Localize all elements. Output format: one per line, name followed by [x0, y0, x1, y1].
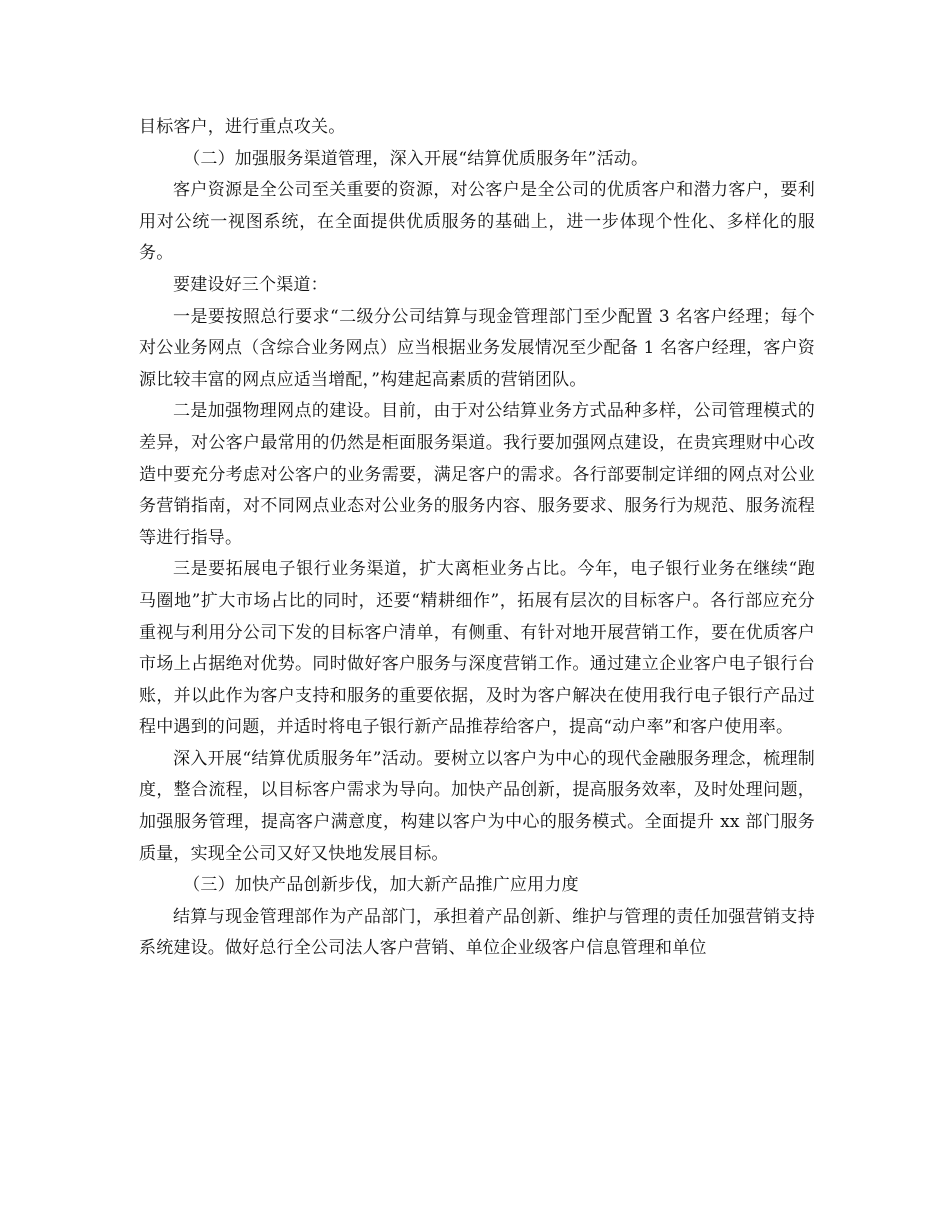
paragraph: 结算与现金管理部作为产品部门，承担着产品创新、维护与管理的责任加强营销支持系统建设。做好总行全公司法人客户营销、单位企业级客户信息管理和单位: [139, 906, 815, 959]
section-heading-2: （二）加强服务渠道管理，深入开展“结算优质服务年”活动。: [183, 148, 649, 169]
paragraph: 客户资源是全公司至关重要的资源，对公客户是全公司的优质客户和潜力客户，要利用对公统一视图系统，在全面提供优质服务的基础上，进一步体现个性化、多样化的服务。: [139, 180, 815, 264]
paragraph: 三是要拓展电子银行业务渠道，扩大离柜业务占比。今年，电子银行业务在继续“跑马圈地”扩大市场占比的同时，还要“精耕细作”，拓展有层次的目标客户。各行部应充分重视与利用分公司下发的目标客户清单，有侧重、有针对地开展营销工作，要在优质客户市场上占据绝对优势。同时做好客户服务与深度营销工作。通过建立企业客户电子银行台账，并以此作为客户支持和服务的重要依据，及时为客户解决在使用我行电子银行产品过程中遇到的问题，并适时将电子银行新产品推荐给客户，提高“动户率”和客户使用率。: [139, 559, 815, 738]
paragraph: 要建设好三个渠道：: [173, 274, 328, 295]
paragraph-continuation: 目标客户，进行重点攻关。: [139, 117, 346, 137]
document-body: [139, 112, 815, 965]
paragraph: 二是加强物理网点的建设。目前，由于对公结算业务方式品种多样，公司管理模式的差异，对公客户最常用的仍然是柜面服务渠道。我行要加强网点建设，在贵宾理财中心改造中要充分考虑对公客户的业务需要，满足客户的需求。各行部要制定详细的网点对公业务营销指南，对不同网点业态对公业务的服务内容、服务要求、服务行为规范、服务流程等进行指导。: [139, 401, 815, 548]
section-heading-3: （三）加快产品创新步伐，加大新产品推广应用力度: [183, 875, 579, 896]
paragraph: 一是要按照总行要求“二级分公司结算与现金管理部门至少配置 3 名客户经理；每个对公业务网点（含综合业务网点）应当根据业务发展情况至少配备 1 名客户经理，客户资源比较丰富的网点应适当增配，”构建起高素质的营销团队。: [139, 306, 815, 390]
paragraph: 深入开展“结算优质服务年”活动。要树立以客户为中心的现代金融服务理念，梳理制度，整合流程，以目标客户需求为导向。加快产品创新，提高服务效率，及时处理问题，加强服务管理，提高客户满意度，构建以客户为中心的服务模式。全面提升 xx 部门服务质量，实现全公司又好又快地发展目标。: [139, 748, 815, 864]
